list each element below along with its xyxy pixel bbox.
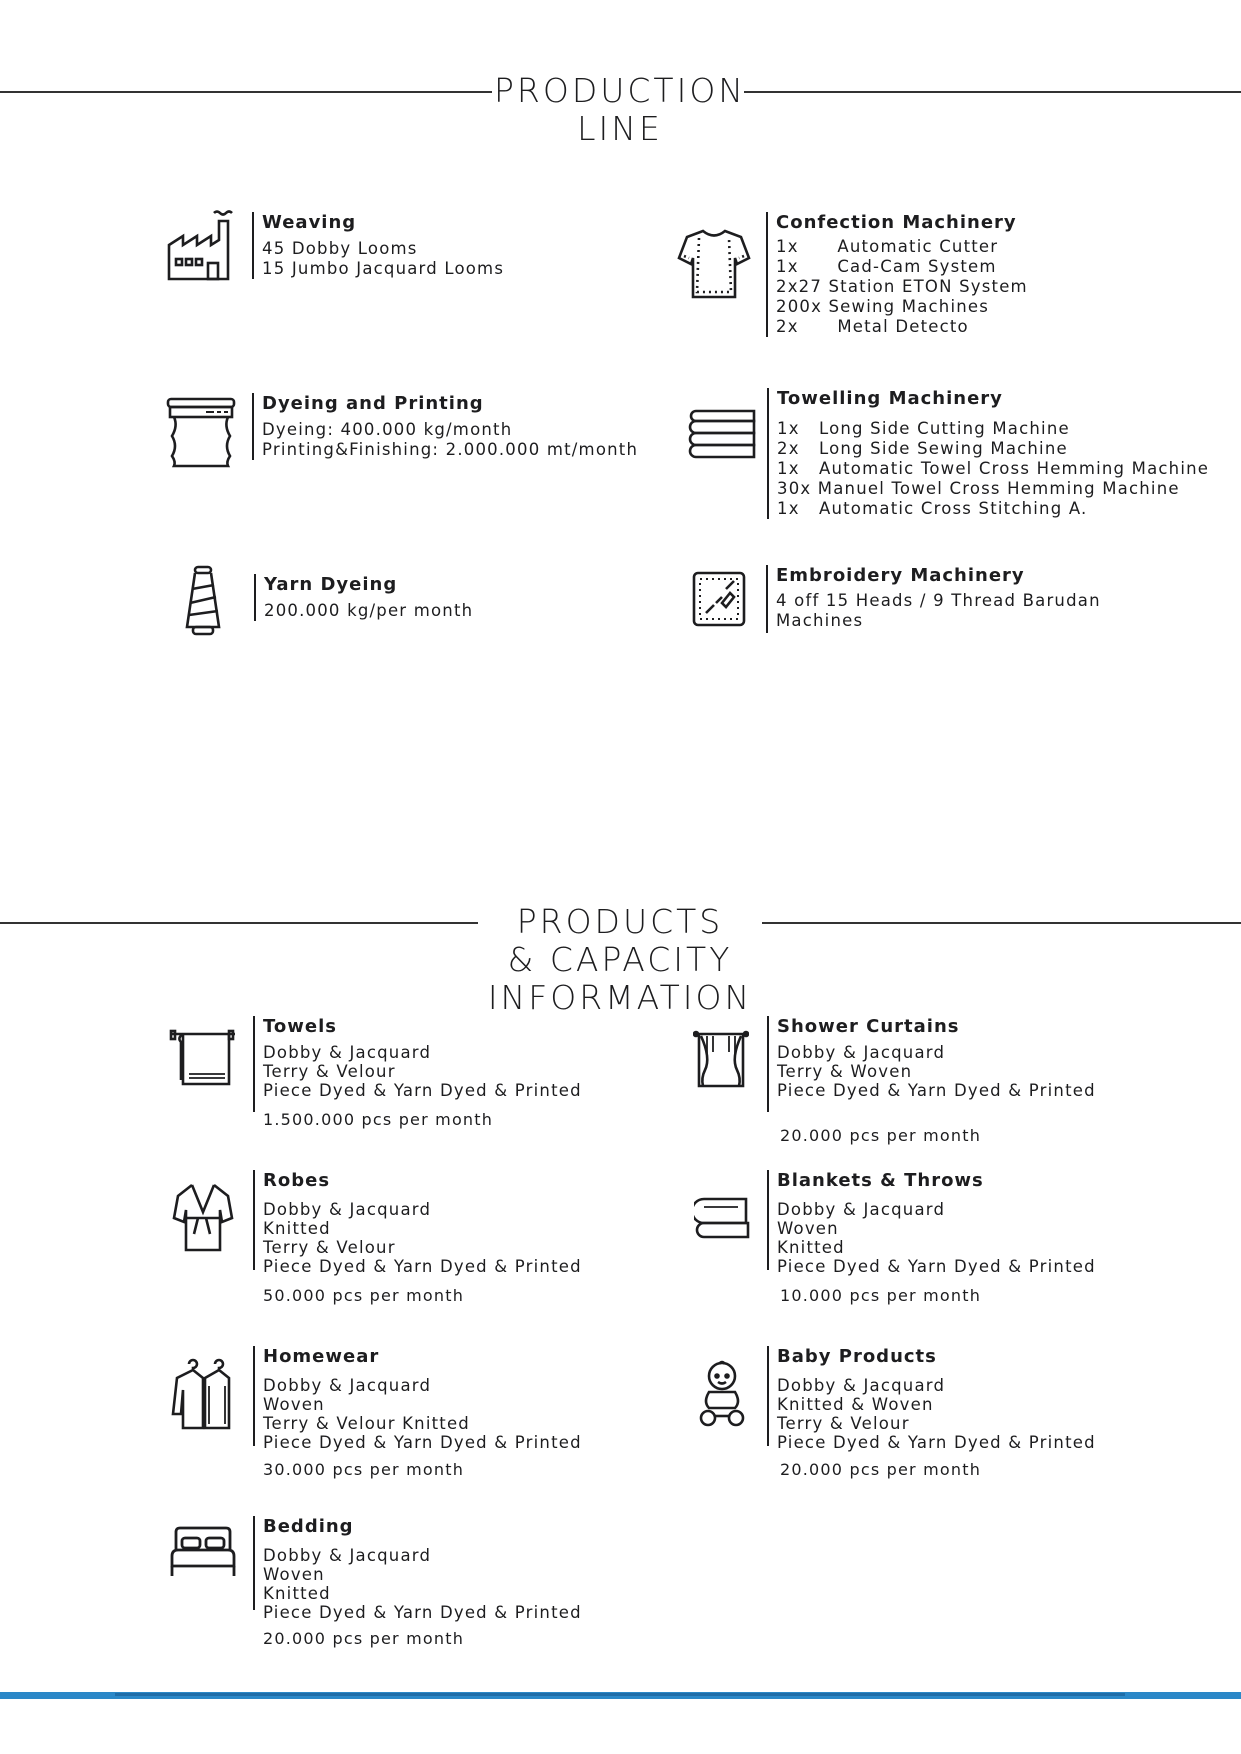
confection-line-4: 200x Sewing Machines xyxy=(776,297,990,316)
towelling-line-5: 1x Automatic Cross Stitching A. xyxy=(777,499,1088,518)
embroidery-title: Embroidery Machinery xyxy=(776,565,1025,586)
towels-line-2: Terry & Velour xyxy=(263,1062,396,1081)
towelling-block xyxy=(767,388,1209,519)
blankets-line-1: Dobby & Jacquard xyxy=(777,1200,946,1219)
embroidery-icon xyxy=(692,571,746,627)
bedding-capacity: 20.000 pcs per month xyxy=(263,1629,465,1648)
embroidery-block xyxy=(766,565,1101,633)
footer-accent-bar-inner xyxy=(115,1693,1125,1696)
robes-block xyxy=(253,1170,582,1276)
bed-icon xyxy=(170,1526,236,1578)
weaving-title: Weaving xyxy=(262,212,357,233)
homewear-line-3: Terry & Velour Knitted xyxy=(263,1414,470,1433)
robes-title: Robes xyxy=(263,1170,331,1191)
baby-line-2: Knitted & Woven xyxy=(777,1395,934,1414)
heading-rule-right xyxy=(744,91,1241,93)
bedding-line-3: Knitted xyxy=(263,1584,331,1603)
heading-line-2: LINE xyxy=(577,109,663,148)
robes-capacity: 50.000 pcs per month xyxy=(263,1286,465,1305)
homewear-capacity: 30.000 pcs per month xyxy=(263,1460,465,1479)
dyeing-line-2: Printing&Finishing: 2.000.000 mt/month xyxy=(262,440,639,459)
shower-curtains-block xyxy=(767,1016,1096,1112)
shower-curtains-capacity: 20.000 pcs per month xyxy=(780,1126,982,1145)
towels-capacity: 1.500.000 pcs per month xyxy=(263,1110,494,1129)
towel-rack-icon xyxy=(169,1028,237,1088)
factory-icon xyxy=(166,209,238,281)
yarn-block xyxy=(254,574,473,621)
towels-line-1: Dobby & Jacquard xyxy=(263,1043,432,1062)
baby-line-3: Terry & Velour xyxy=(777,1414,910,1433)
towelling-line-4: 30x Manuel Towel Cross Hemming Machine xyxy=(777,479,1180,498)
baby-line-4: Piece Dyed & Yarn Dyed & Printed xyxy=(777,1433,1096,1452)
weaving-line-1: 45 Dobby Looms xyxy=(262,239,418,258)
confection-line-3: 2x27 Station ETON System xyxy=(776,277,1028,296)
products-heading-line-2: & CAPACITY INFORMATION xyxy=(487,940,753,1017)
dyeing-title: Dyeing and Printing xyxy=(262,393,484,414)
products-heading-line-1: PRODUCTS xyxy=(516,902,724,941)
dyeing-block xyxy=(252,393,638,460)
confection-line-2: 1x Cad-Cam System xyxy=(776,257,997,276)
robes-line-1: Dobby & Jacquard xyxy=(263,1200,432,1219)
confection-line-1: 1x Automatic Cutter xyxy=(776,237,999,256)
shower-curtains-title: Shower Curtains xyxy=(777,1016,960,1037)
towelling-title: Towelling Machinery xyxy=(777,388,1003,409)
confection-line-5: 2x Metal Detecto xyxy=(776,317,969,336)
printing-roller-icon xyxy=(166,396,236,468)
baby-line-1: Dobby & Jacquard xyxy=(777,1376,946,1395)
bedding-line-1: Dobby & Jacquard xyxy=(263,1546,432,1565)
robe-icon xyxy=(172,1182,234,1252)
bedding-block xyxy=(253,1516,582,1622)
bedding-line-4: Piece Dyed & Yarn Dyed & Printed xyxy=(263,1603,582,1622)
embroidery-line-1: 4 off 15 Heads / 9 Thread Barudan xyxy=(776,591,1101,610)
weaving-block xyxy=(252,212,504,279)
blankets-capacity: 10.000 pcs per month xyxy=(780,1286,982,1305)
bedding-line-2: Woven xyxy=(263,1565,325,1584)
dyeing-line-1: Dyeing: 400.000 kg/month xyxy=(262,420,513,439)
robes-line-2: Knitted xyxy=(263,1219,331,1238)
shower-curtains-line-3: Piece Dyed & Yarn Dyed & Printed xyxy=(777,1081,1096,1100)
homewear-line-4: Piece Dyed & Yarn Dyed & Printed xyxy=(263,1433,582,1452)
heading-line-1: PRODUCTION xyxy=(494,71,746,110)
hanging-clothes-icon xyxy=(171,1356,235,1430)
homewear-line-1: Dobby & Jacquard xyxy=(263,1376,432,1395)
robes-line-3: Terry & Velour xyxy=(263,1238,396,1257)
baby-icon xyxy=(699,1360,745,1428)
baby-title: Baby Products xyxy=(777,1346,937,1367)
folded-towels-icon xyxy=(686,409,756,459)
homewear-block xyxy=(253,1346,582,1452)
shower-curtains-line-2: Terry & Woven xyxy=(777,1062,913,1081)
blankets-line-4: Piece Dyed & Yarn Dyed & Printed xyxy=(777,1257,1096,1276)
towels-block xyxy=(253,1016,582,1112)
embroidery-line-2: Machines xyxy=(776,611,864,630)
homewear-line-2: Woven xyxy=(263,1395,325,1414)
curtain-icon xyxy=(693,1030,749,1088)
weaving-line-2: 15 Jumbo Jacquard Looms xyxy=(262,259,505,278)
yarn-line-1: 200.000 kg/per month xyxy=(264,601,474,620)
confection-block xyxy=(766,212,1028,337)
baby-capacity: 20.000 pcs per month xyxy=(780,1460,982,1479)
confection-title: Confection Machinery xyxy=(776,212,1017,233)
yarn-spool-icon xyxy=(180,565,226,637)
baby-block xyxy=(767,1346,1096,1452)
towelling-line-2: 2x Long Side Sewing Machine xyxy=(777,439,1068,458)
shower-curtains-line-1: Dobby & Jacquard xyxy=(777,1043,946,1062)
towels-line-3: Piece Dyed & Yarn Dyed & Printed xyxy=(263,1081,582,1100)
towelling-line-3: 1x Automatic Towel Cross Hemming Machine xyxy=(777,459,1210,478)
homewear-title: Homewear xyxy=(263,1346,380,1367)
blankets-line-2: Woven xyxy=(777,1219,839,1238)
yarn-title: Yarn Dyeing xyxy=(264,574,398,595)
robes-line-4: Piece Dyed & Yarn Dyed & Printed xyxy=(263,1257,582,1276)
production-line-heading xyxy=(440,72,800,148)
blankets-title: Blankets & Throws xyxy=(777,1170,984,1191)
blankets-line-3: Knitted xyxy=(777,1238,845,1257)
shirt-icon xyxy=(677,228,751,300)
products-heading xyxy=(370,903,870,1017)
blankets-block xyxy=(767,1170,1096,1276)
heading-rule-left xyxy=(0,91,492,93)
bedding-title: Bedding xyxy=(263,1516,354,1537)
blanket-icon xyxy=(694,1197,750,1239)
towelling-line-1: 1x Long Side Cutting Machine xyxy=(777,419,1070,438)
towels-title: Towels xyxy=(263,1016,337,1037)
